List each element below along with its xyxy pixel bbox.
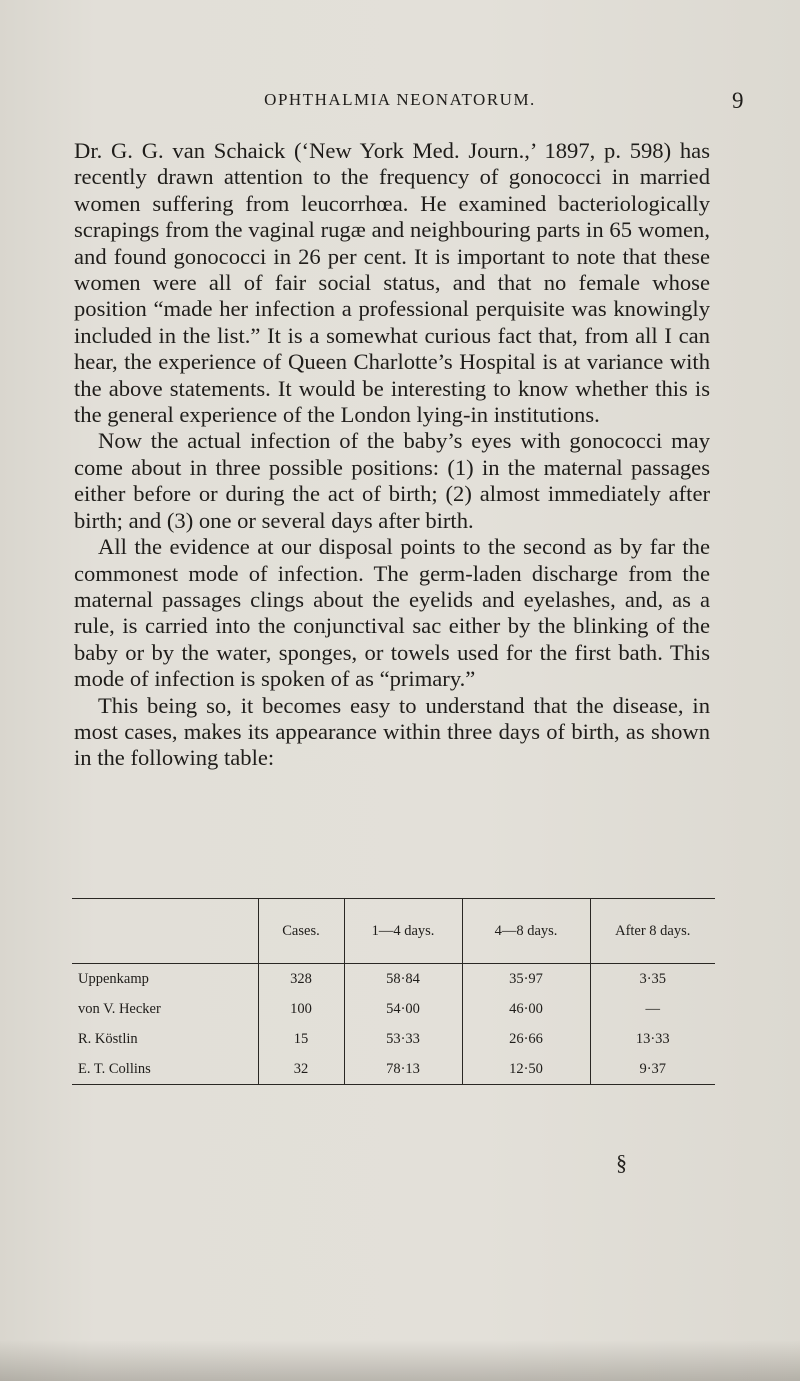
table-cell: 26·66 <box>462 1024 590 1054</box>
table-header-cell: 1—4 days. <box>344 899 462 964</box>
running-head: OPHTHALMIA NEONATORUM. <box>264 90 536 109</box>
table-cell: 328 <box>258 964 344 995</box>
paragraph: Dr. G. G. van Schaick (‘New York Med. Journ.,’ 1897, p. 598) has recently drawn attention to the frequency of gonococci in married women suffering from leucorrhœa. He examined bacteriologically scrapings from the vaginal rugæ and neighbouring parts in 65 women, and found gonococci in 26 per cent. It is important to note that these women were all of fair social status, and that no female whose position “made her infection a professional perquisite was knowingly included in the list.” It is a somewhat curious fact that, from all I can hear, the experience of Queen Charlotte’s Hospital is at variance with the above statements. It would be interesting to know whether this is the general experience of the London lying-in institutions. <box>74 138 710 428</box>
page-edge-shadow <box>0 1340 800 1381</box>
table-cell: 12·50 <box>462 1054 590 1085</box>
table-cell: R. Köstlin <box>72 1024 258 1054</box>
table-cell: 35·97 <box>462 964 590 995</box>
table-cell: 46·00 <box>462 994 590 1024</box>
section-mark: § <box>616 1150 627 1175</box>
table-row <box>72 994 715 1024</box>
table-cell: E. T. Collins <box>72 1054 258 1085</box>
table-row <box>72 1024 715 1054</box>
table-cell: 32 <box>258 1054 344 1085</box>
paragraph: All the evidence at our disposal points to the second as by far the commonest mode of infection. The germ-laden discharge from the maternal passages clings about the eyelids and eyelashes, and, as a rule, is carried into the conjunctival sac either by the blinking of the baby or by the water, sponges, or towels used for the first bath. This mode of infection is spoken of as “primary.” <box>74 534 710 692</box>
body-text <box>74 138 710 772</box>
table-cell: 58·84 <box>344 964 462 995</box>
table-row <box>72 1054 715 1085</box>
table-cell: 9·37 <box>590 1054 715 1085</box>
paragraph: This being so, it becomes easy to understand that the disease, in most cases, makes its appearance within three days of birth, as shown in the following table: <box>74 692 710 771</box>
table-header-cell: 4—8 days. <box>462 899 590 964</box>
table-cell: 54·00 <box>344 994 462 1024</box>
statistics-table <box>72 898 715 1085</box>
table-cell: 13·33 <box>635 1030 670 1047</box>
paragraph: Now the actual infection of the baby’s eyes with gonococci may come about in three possible positions: (1) in the maternal passages either before or during the act of birth; (2) almost immediately after birth; and (3) one or several days after birth. <box>74 428 710 533</box>
table-row <box>72 964 715 995</box>
table-cell: 78·13 <box>344 1054 462 1085</box>
table-header-row <box>72 899 715 964</box>
table-cell: 3·35 <box>639 970 667 987</box>
table-cell: 53·33 <box>344 1024 462 1054</box>
table-header-cell <box>72 899 258 964</box>
table-header-cell: After 8 days. <box>590 899 715 964</box>
page-number: 9 <box>732 88 744 113</box>
table-cell: 100 <box>258 994 344 1024</box>
table-cell: — <box>645 1000 660 1017</box>
table-cell: von V. Hecker <box>72 994 258 1024</box>
table-header-cell: Cases. <box>258 899 344 964</box>
table-cell: 15 <box>258 1024 344 1054</box>
table-cell: Uppenkamp <box>72 964 258 995</box>
